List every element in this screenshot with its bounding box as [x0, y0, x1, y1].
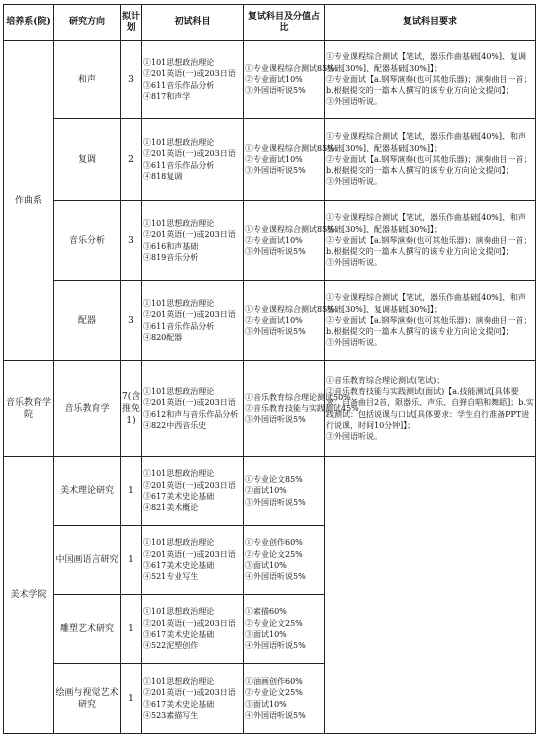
retest-item: ①专业课程综合测试85%	[245, 304, 335, 314]
requirement-cell	[325, 201, 536, 281]
prelim-item: ③611音乐作品分析	[143, 160, 215, 170]
table-row	[4, 119, 536, 201]
retest-item: ③面试10%	[245, 699, 287, 709]
req-item: ②专业面试【a.钢琴演奏(也可其他乐器)；演奏曲目一首；b.根据提交的一篇本人撰写的该专业方向论文提问】；	[326, 74, 532, 96]
req-item: ③外国语听说。	[326, 177, 382, 187]
req-item: ③外国语听说。	[326, 97, 382, 107]
retest-item: ②专业面试10%	[245, 235, 303, 245]
req-item: ②专业面试【a.钢琴演奏(也可其他乐器)；演奏曲目一首；b.根据提交的一篇本人撰写的该专业方向论文提问】；	[326, 154, 532, 176]
prelim-item: ④522泥塑创作	[143, 641, 199, 651]
prelim-item: ②201英语(一)或203日语	[143, 688, 236, 698]
prelim-item: ④817和声学	[143, 91, 191, 101]
dept-cell: 美术学院	[4, 457, 54, 734]
dept-cell: 作曲系	[4, 41, 54, 361]
prelim-cell	[142, 201, 244, 281]
plan-cell: 3	[121, 41, 142, 119]
header-retest: 复试科目及分值占比	[244, 5, 325, 41]
table-row	[4, 281, 536, 361]
retest-item: ②音乐教育技能与实践测试45%	[245, 403, 359, 413]
prelim-item: ①101思想政治理论	[143, 469, 215, 479]
requirement-cell-empty	[325, 457, 536, 734]
requirement-cell	[325, 41, 536, 119]
req-item: ③外国语听说。	[326, 258, 382, 268]
retest-item: ③外国语听说5%	[245, 327, 306, 337]
direction-cell: 配器	[54, 281, 121, 361]
retest-item: ①专业论文85%	[245, 475, 303, 485]
plan-cell: 1	[121, 664, 142, 734]
direction-cell: 和声	[54, 41, 121, 119]
retest-cell	[244, 281, 335, 361]
retest-item: ②专业论文25%	[245, 688, 303, 698]
prelim-cell	[142, 664, 244, 734]
retest-item: ①专业课程综合测试85%	[245, 63, 335, 73]
prelim-item: ④818复调	[143, 171, 183, 181]
plan-cell: 1	[121, 526, 142, 595]
req-item: ①专业课程综合测试【笔试，器乐作曲基础[40%]、复调基础[30%]、配器基础[30%]】；	[326, 52, 527, 73]
retest-cell	[244, 595, 325, 664]
prelim-item: ③617美术史论基础	[143, 630, 215, 639]
retest-item: ①专业创作60%	[245, 538, 303, 548]
retest-item: ④外国语听说5%	[245, 572, 306, 582]
direction-cell: 中国画语言研究	[54, 526, 121, 595]
retest-cell	[244, 201, 335, 281]
plan-cell: 3	[121, 201, 142, 281]
retest-cell	[244, 526, 325, 595]
header-plan: 拟计划	[121, 5, 142, 41]
prelim-item: ①101思想政治理论	[143, 137, 215, 147]
plan-cell: 1	[121, 457, 142, 526]
prelim-item: ②201英语(一)或203日语	[143, 549, 236, 559]
plan-cell: 7(含推免1)	[121, 361, 142, 457]
prelim-item: ①101思想政治理论	[143, 57, 215, 67]
plan-cell: 3	[121, 281, 142, 361]
retest-item: ①油画创作60%	[245, 676, 303, 686]
prelim-item: ③611音乐作品分析	[143, 321, 215, 331]
req-item: ②音乐教育技能与实践测试(面试)【a.技能测试[具体要求：自备曲目2首，限器乐、声乐、自弹自唱和舞蹈]；b.实践测试：包括说课与口试[具体要求：学生自行准备PPT进行说课，时间10分钟]】；	[326, 386, 534, 430]
retest-item: ②专业面试10%	[245, 315, 303, 325]
retest-item: ③外国语听说5%	[245, 166, 306, 176]
requirement-cell	[325, 119, 536, 201]
prelim-item: ②201英语(一)或203日语	[143, 149, 236, 159]
retest-item: ③外国语听说5%	[245, 247, 306, 257]
retest-item: ④外国语听说5%	[245, 641, 306, 651]
header-row	[4, 5, 536, 41]
req-item: ③外国语听说。	[326, 338, 382, 348]
prelim-item: ④821美术概论	[143, 503, 199, 513]
retest-item: ①素描60%	[245, 607, 287, 617]
prelim-item: ①101思想政治理论	[143, 676, 215, 686]
prelim-item: ③617美术史论基础	[143, 492, 215, 501]
req-item: ①专业课程综合测试【笔试，器乐作曲基础[40%]、和声基础[30%]、配器基础[30%]】；	[326, 132, 527, 153]
prelim-item: ②201英语(一)或203日语	[143, 480, 236, 490]
retest-item: ②专业论文25%	[245, 549, 303, 559]
req-item: ③外国语听说。	[326, 432, 382, 442]
retest-cell	[244, 119, 335, 201]
direction-cell: 雕塑艺术研究	[54, 595, 121, 664]
header-requirement: 复试科目要求	[325, 5, 536, 41]
table-row	[4, 201, 536, 281]
prelim-item: ③616和声基础	[143, 241, 199, 251]
req-item: ①专业课程综合测试【笔试，器乐作曲基础[40%]、和声基础[30%]、复调基础[30%]】；	[326, 293, 527, 314]
plan-cell: 1	[121, 595, 142, 664]
prelim-cell	[142, 41, 244, 119]
prelim-item: ④822中西音乐史	[143, 420, 207, 430]
retest-item: ②专业面试10%	[245, 154, 303, 164]
req-item: ②专业面试【a.钢琴演奏(也可其他乐器)；演奏曲目一首；b.根据提交的一篇本人撰写的该专业方向论文提问】；	[326, 235, 532, 257]
retest-item: ②面试10%	[245, 486, 287, 496]
prelim-item: ④820配器	[143, 332, 183, 342]
retest-cell	[244, 457, 325, 526]
retest-item: ③面试10%	[245, 561, 287, 570]
prelim-cell	[142, 361, 244, 457]
table-row	[4, 41, 536, 119]
prelim-item: ③617美术史论基础	[143, 699, 215, 709]
retest-item: ③外国语听说5%	[245, 86, 306, 96]
prelim-item: ①101思想政治理论	[143, 386, 215, 396]
prelim-item: ②201英语(一)或203日语	[143, 398, 236, 408]
retest-item: ①音乐教育综合理论测试50%	[245, 392, 351, 402]
retest-item: ③外国语听说5%	[245, 415, 306, 425]
prelim-item: ②201英语(一)或203日语	[143, 69, 236, 79]
req-item: ②专业面试【a.钢琴演奏(也可其他乐器)；演奏曲目一首；b.根据提交的一篇本人撰写的该专业方向论文提问】；	[326, 315, 532, 337]
prelim-item: ③612和声与音乐作品分析	[143, 409, 239, 419]
prelim-item: ①101思想政治理论	[143, 298, 215, 308]
header-direction: 研究方向	[54, 5, 121, 41]
prelim-cell	[142, 526, 244, 595]
retest-item: ①专业课程综合测试85%	[245, 143, 335, 153]
table-row	[4, 361, 536, 457]
retest-item: ①专业课程综合测试85%	[245, 224, 335, 234]
prelim-item: ④819音乐分析	[143, 252, 199, 262]
plan-cell: 2	[121, 119, 142, 201]
requirement-cell	[325, 361, 536, 457]
header-prelim: 初试科目	[142, 5, 244, 41]
prelim-item: ④523素描写生	[143, 710, 199, 720]
direction-cell: 复调	[54, 119, 121, 201]
prelim-cell	[142, 457, 244, 526]
direction-cell: 美术理论研究	[54, 457, 121, 526]
retest-item: ③外国语听说5%	[245, 497, 306, 507]
direction-cell: 音乐教育学	[54, 361, 121, 457]
prelim-item: ③617美术史论基础	[143, 561, 215, 570]
prelim-cell	[142, 595, 244, 664]
admission-table	[3, 4, 536, 734]
prelim-item: ②201英语(一)或203日语	[143, 230, 236, 240]
prelim-cell	[142, 119, 244, 201]
retest-item: ②专业面试10%	[245, 74, 303, 84]
prelim-item: ①101思想政治理论	[143, 607, 215, 617]
prelim-cell	[142, 281, 244, 361]
prelim-item: ③611音乐作品分析	[143, 80, 215, 90]
requirement-cell	[325, 281, 536, 361]
retest-cell	[244, 41, 335, 119]
direction-cell: 绘画与视觉艺术研究	[54, 664, 121, 734]
retest-cell	[244, 361, 359, 457]
dept-cell: 音乐教育学院	[4, 361, 54, 457]
req-item: ①专业课程综合测试【笔试，器乐作曲基础[40%]、和声基础[30%]、配器基础[30%]】；	[326, 213, 527, 234]
prelim-item: ④521专业写生	[143, 572, 199, 582]
retest-item: ④外国语听说5%	[245, 710, 306, 720]
prelim-item: ②201英语(一)或203日语	[143, 618, 236, 628]
direction-cell: 音乐分析	[54, 201, 121, 281]
table-row	[4, 457, 536, 526]
req-item: ①音乐教育综合理论测试(笔试)；	[326, 375, 445, 385]
header-dept: 培养系(院)	[4, 5, 54, 41]
prelim-item: ①101思想政治理论	[143, 218, 215, 228]
retest-item: ③面试10%	[245, 630, 287, 639]
prelim-item: ①101思想政治理论	[143, 538, 215, 548]
prelim-item: ②201英语(一)或203日语	[143, 310, 236, 320]
retest-item: ②专业论文25%	[245, 618, 303, 628]
retest-cell	[244, 664, 325, 734]
